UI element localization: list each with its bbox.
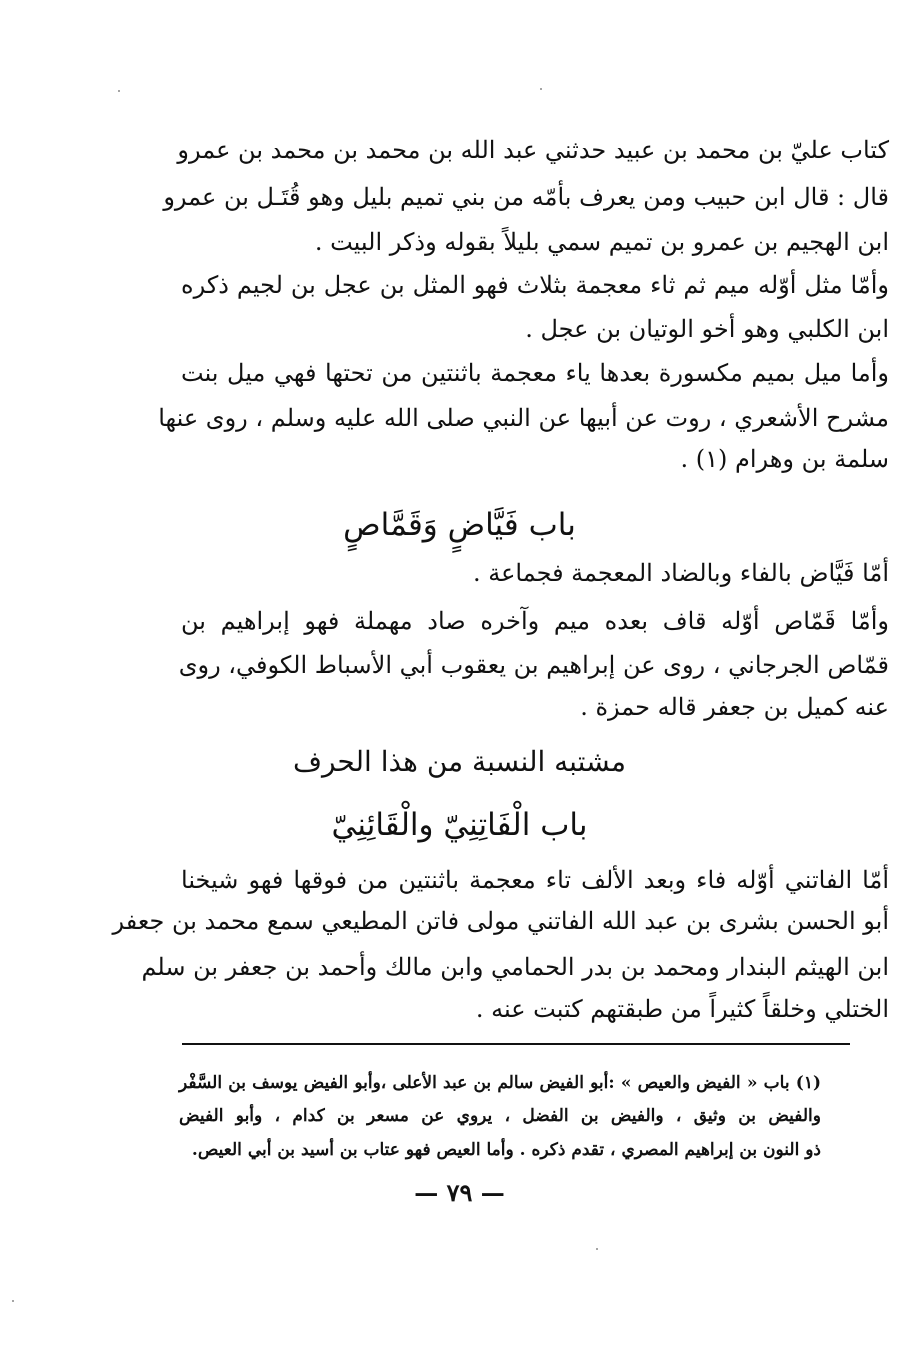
page-number: — ٧٩ — — [414, 1178, 505, 1207]
scan-speck — [596, 1248, 598, 1250]
text-line: أبو الحسن بشرى بن عبد الله الفاتني مولى فاتن المطيعي سمع محمد بن جعفر — [112, 907, 889, 935]
text-line: أمّا الفاتني أوّله فاء وبعد الألف تاء معجمة باثنتين من فوقها فهو شيخنا — [181, 866, 889, 894]
text-line: وأمّا قَمّاص أوّله قاف بعده ميم وآخره صاد مهملة فهو إبراهيم بن — [181, 607, 889, 635]
section-heading: مشتبه النسبة من هذا الحرف — [292, 745, 627, 778]
text-line: كتاب عليّ بن محمد بن عبيد حدثني عبد الله بن محمد بن محمد بن عمرو — [177, 136, 889, 164]
text-line: قمّاص الجرجاني ، روى عن إبراهيم بن يعقوب أبي الأسباط الكوفي، روى — [178, 651, 889, 679]
chapter-heading: باب الْفَاتِنِيّ والْقَائِنِيّ — [331, 807, 588, 843]
scan-speck — [540, 88, 542, 90]
text-line: مشرح الأشعري ، روت عن أبيها عن النبي صلى الله عليه وسلم ، روى عنها — [158, 404, 889, 432]
text-line: الختلي وخلقاً كثيراً من طبقتهم كتبت عنه . — [475, 995, 889, 1023]
chapter-heading: باب فَيَّاضٍ وَقَمَّاصٍ — [343, 507, 576, 543]
text-line: سلمة بن وهرام (١) . — [680, 445, 889, 473]
text-line: وأما ميل بميم مكسورة بعدها ياء معجمة باثنتين من تحتها فهي ميل بنت — [181, 359, 889, 387]
footnote-divider — [182, 1043, 850, 1045]
text-line: أمّا فَيَّاض بالفاء وبالضاد المعجمة فجماعة . — [472, 559, 889, 587]
text-line: ابن الكلبي وهو أخو الوتيان بن عجل . — [525, 315, 889, 343]
text-line: وأمّا مثل أوّله ميم ثم ثاء معجمة بثلاث فهو المثل بن عجل بن لجيم ذكره — [181, 271, 889, 299]
scan-speck — [118, 90, 120, 92]
footnote-line: (١) باب « الفيض والعيص » :أبو الفيض سالم بن عبد الأعلى ،وأبو الفيض يوسف بن السَّفْر — [179, 1073, 821, 1093]
footnote-line: والفيض بن وثيق ، والفيض بن الفضل ، يروي عن مسعر بن كدام ، وأبو الفيض — [179, 1106, 821, 1126]
scan-speck — [12, 1300, 14, 1302]
text-line: ابن الهيثم البندار ومحمد بن بدر الحمامي وابن مالك وأحمد بن جعفر بن سلم — [141, 953, 889, 981]
text-line: قال : قال ابن حبيب ومن يعرف بأمّه من بني تميم بليل وهو قُتَـل بن عمرو — [163, 183, 889, 211]
text-line: عنه كميل بن جعفر قاله حمزة . — [580, 693, 889, 721]
text-line: ابن الهجيم بن عمرو بن تميم سمي بليلاً بقوله وذكر البيت . — [314, 228, 889, 256]
footnote-line: ذو النون بن إبراهيم المصري ، تقدم ذكره . وأما العيص فهو عتاب بن أسيد بن أبي العيص. — [191, 1140, 821, 1160]
